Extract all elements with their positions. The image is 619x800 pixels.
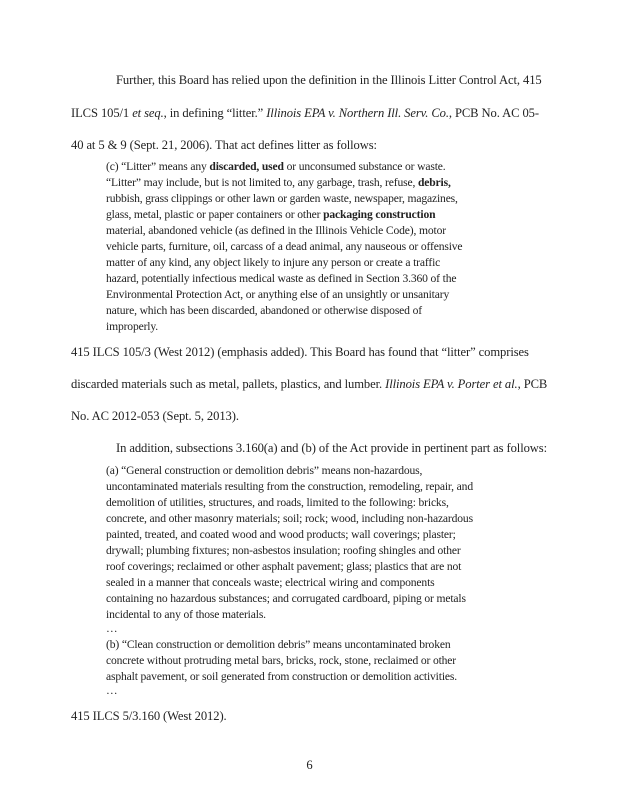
quote-line: incidental to any of those materials. (106, 608, 266, 621)
body-text-line: In addition, subsections 3.160(a) and (b) of the Act provide in pertinent part as follows: (116, 441, 547, 455)
quote-line: drywall; plumbing fixtures; non-asbestos insulation; roofing shingles and other (106, 544, 461, 557)
quote-line: matter of any kind, any object likely to injure any person or create a traffic (106, 256, 441, 269)
quote-line: roof coverings; reclaimed or other asphalt pavement; glass; plastics that are not (106, 560, 462, 573)
text-run: , PCB No. AC 05- (448, 106, 539, 120)
quote-line: hazard, potentially infectious medical waste as defined in Section 3.360 of the (106, 272, 457, 285)
case-citation: Illinois EPA v. Porter et al. (385, 377, 518, 391)
quote-line: Environmental Protection Act, or anything else of an unsightly or unsanitary (106, 288, 450, 301)
text-run: (c) “Litter” means any (106, 160, 210, 173)
italic-text-run: et seq. (132, 106, 164, 120)
text-run: “Litter” may include, but is not limited to, any garbage, trash, refuse, (106, 176, 418, 189)
quote-line: asphalt pavement, or soil generated from construction or demolition activities. (106, 670, 457, 683)
quote-line: material, abandoned vehicle (as defined in the Illinois Vehicle Code), motor (106, 224, 446, 237)
bold-text-run: debris, (417, 176, 451, 189)
body-text-line (71, 377, 547, 392)
quote-line: uncontaminated materials resulting from the construction, remodeling, repair, and (106, 480, 473, 493)
text-run: or unconsumed substance or waste. (283, 160, 446, 173)
body-text-line: 40 at 5 & 9 (Sept. 21, 2006). That act defines litter as follows: (71, 138, 377, 152)
quote-line: nature, which has been discarded, abandoned or otherwise disposed of (106, 304, 422, 317)
quote-line: improperly. (106, 320, 159, 333)
body-text-line: No. AC 2012-053 (Sept. 5, 2013). (71, 409, 239, 423)
page-number: 6 (306, 758, 313, 772)
text-run: glass, metal, plastic or paper containers or other (106, 208, 324, 221)
quote-line: sealed in a manner that conceals waste; electrical wiring and components (106, 576, 435, 589)
quote-line (106, 176, 451, 190)
case-citation: Illinois EPA v. Northern Ill. Serv. Co. (266, 106, 449, 120)
body-text-line: 415 ILCS 105/3 (West 2012) (emphasis added). This Board has found that “litter” comprises (71, 345, 529, 359)
bold-text-run: packaging construction (323, 208, 436, 221)
quote-line: demolition of utilities, structures, and roads, limited to the following: bricks, (106, 496, 449, 509)
quote-line: (b) “Clean construction or demolition debris” means uncontaminated broken (106, 638, 451, 651)
quote-line (106, 208, 435, 222)
quote-line: containing no hazardous substances; and corrugated cardboard, piping or metals (106, 592, 466, 605)
body-text-line: Further, this Board has relied upon the definition in the Illinois Litter Control Act, 415 (116, 73, 542, 87)
statute-citation: 415 ILCS 5/3.160 (West 2012). (71, 709, 227, 723)
bold-text-run: discarded, used (209, 160, 284, 173)
quote-line (106, 160, 446, 174)
quote-line: (a) “General construction or demolition debris” means non-hazardous, (106, 464, 423, 477)
quote-line: rubbish, grass clippings or other lawn or garden waste, newspaper, magazines, (106, 192, 458, 205)
quote-line: painted, treated, and coated wood and wood products; wall coverings; plaster; (106, 528, 456, 541)
quote-line: concrete without protruding metal bars, bricks, rock, stone, reclaimed or other (106, 654, 457, 667)
ellipsis: … (106, 622, 118, 635)
text-run: , in defining “litter.” (163, 106, 267, 120)
text-run: discarded materials such as metal, pallets, plastics, and lumber. (71, 377, 386, 391)
text-run: , PCB (517, 377, 548, 391)
ellipsis: … (106, 684, 118, 697)
quote-line: vehicle parts, furniture, oil, carcass of a dead animal, any nauseous or offensive (106, 240, 463, 253)
text-run: ILCS 105/1 (71, 106, 133, 120)
quote-line: concrete, and other masonry materials; soil; rock; wood, including non-hazardous (106, 512, 473, 525)
body-text-line (71, 106, 539, 121)
